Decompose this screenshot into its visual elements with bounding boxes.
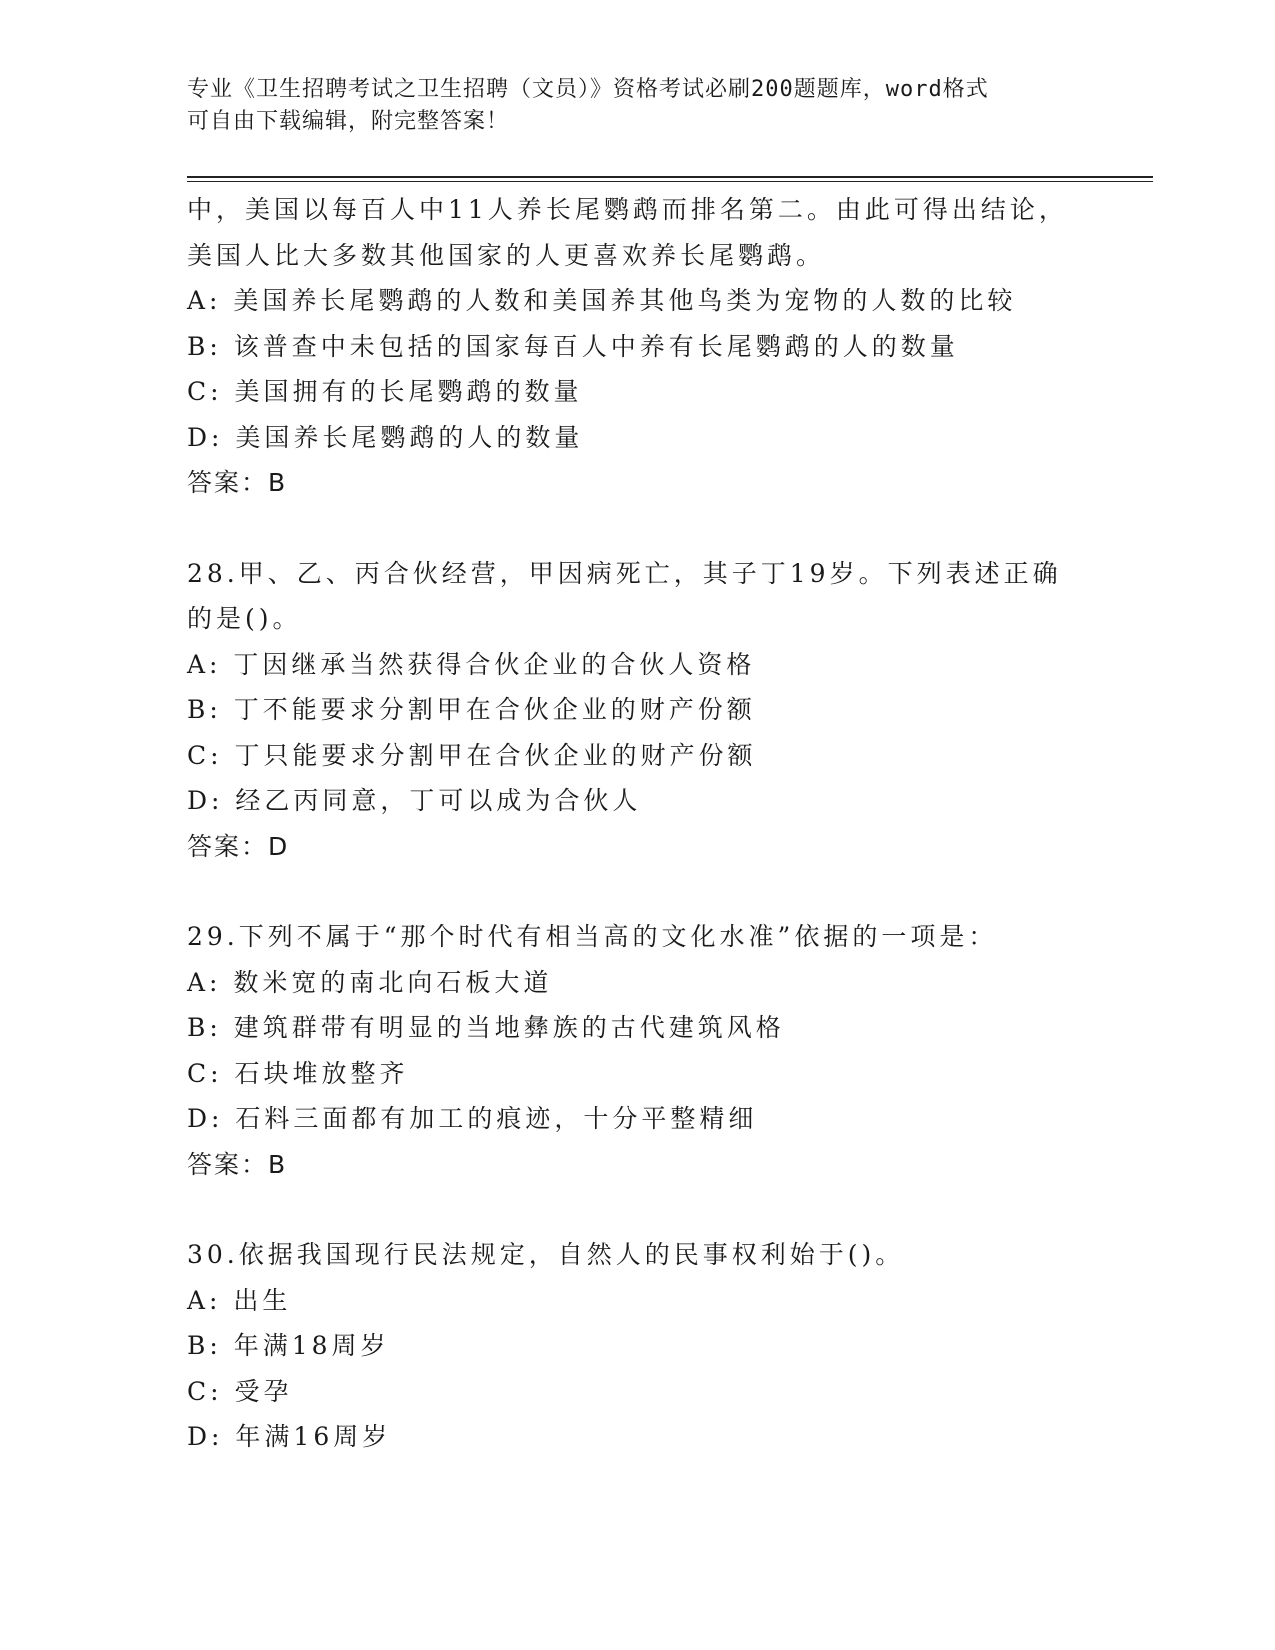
question-stem-line: 28.甲、乙、丙合伙经营，甲因病死亡，其子丁19岁。下列表述正确 bbox=[187, 558, 1062, 588]
option-d: D: 石料三面都有加工的痕迹，十分平整精细 bbox=[187, 1104, 758, 1133]
answer-line: 答案：B bbox=[187, 468, 288, 497]
question-stem-line: 29.下列不属于“那个时代有相当高的文化水准”依据的一项是： bbox=[187, 922, 998, 951]
option-d: D: 经乙丙同意，丁可以成为合伙人 bbox=[187, 786, 642, 815]
page-header bbox=[187, 74, 1067, 138]
question-stem-line: 中，美国以每百人中11人养长尾鹦鹉而排名第二。由此可得出结论， bbox=[187, 195, 1068, 224]
question-stem-line: 30.依据我国现行民法规定，自然人的民事权利始于()。 bbox=[187, 1240, 905, 1269]
question-block bbox=[187, 1232, 1087, 1460]
header-title-line-2: 可自由下载编辑，附完整答案！ bbox=[187, 109, 510, 134]
answer-line: 答案：B bbox=[187, 1149, 288, 1179]
question-block bbox=[187, 187, 1087, 506]
header-divider-thick bbox=[187, 176, 1153, 178]
option-c: C: 石块堆放整齐 bbox=[187, 1058, 409, 1088]
option-c: C: 丁只能要求分割甲在合伙企业的财产份额 bbox=[187, 740, 757, 770]
question-stem-line: 的是()。 bbox=[187, 604, 302, 633]
header-title-line-1: 专业《卫生招聘考试之卫生招聘（文员）》资格考试必刷200题题库，word格式 bbox=[187, 77, 989, 102]
question-list bbox=[187, 187, 1087, 1460]
question-block bbox=[187, 551, 1087, 870]
option-c: C: 受孕 bbox=[187, 1376, 293, 1406]
answer-line: 答案：D bbox=[187, 831, 290, 861]
option-b: B: 年满18周岁 bbox=[187, 1331, 390, 1360]
option-b: B: 该普查中未包括的国家每百人中养有长尾鹦鹉的人的数量 bbox=[187, 331, 959, 361]
option-b: B: 建筑群带有明显的当地彝族的古代建筑风格 bbox=[187, 1013, 785, 1042]
header-divider-thin bbox=[187, 181, 1153, 182]
option-a: A: 丁因继承当然获得合伙企业的合伙人资格 bbox=[187, 649, 756, 679]
option-c: C: 美国拥有的长尾鹦鹉的数量 bbox=[187, 377, 583, 406]
question-block bbox=[187, 914, 1087, 1187]
option-a: A: 出生 bbox=[187, 1285, 292, 1315]
option-d: D: 年满16周岁 bbox=[187, 1422, 392, 1451]
option-d: D: 美国养长尾鹦鹉的人的数量 bbox=[187, 422, 584, 452]
option-a: A: 美国养长尾鹦鹉的人数和美国养其他鸟类为宠物的人数的比较 bbox=[187, 286, 1017, 315]
option-a: A: 数米宽的南北向石板大道 bbox=[187, 967, 553, 997]
question-stem-line: 美国人比大多数其他国家的人更喜欢养长尾鹦鹉。 bbox=[187, 240, 826, 270]
option-b: B: 丁不能要求分割甲在合伙企业的财产份额 bbox=[187, 695, 756, 724]
